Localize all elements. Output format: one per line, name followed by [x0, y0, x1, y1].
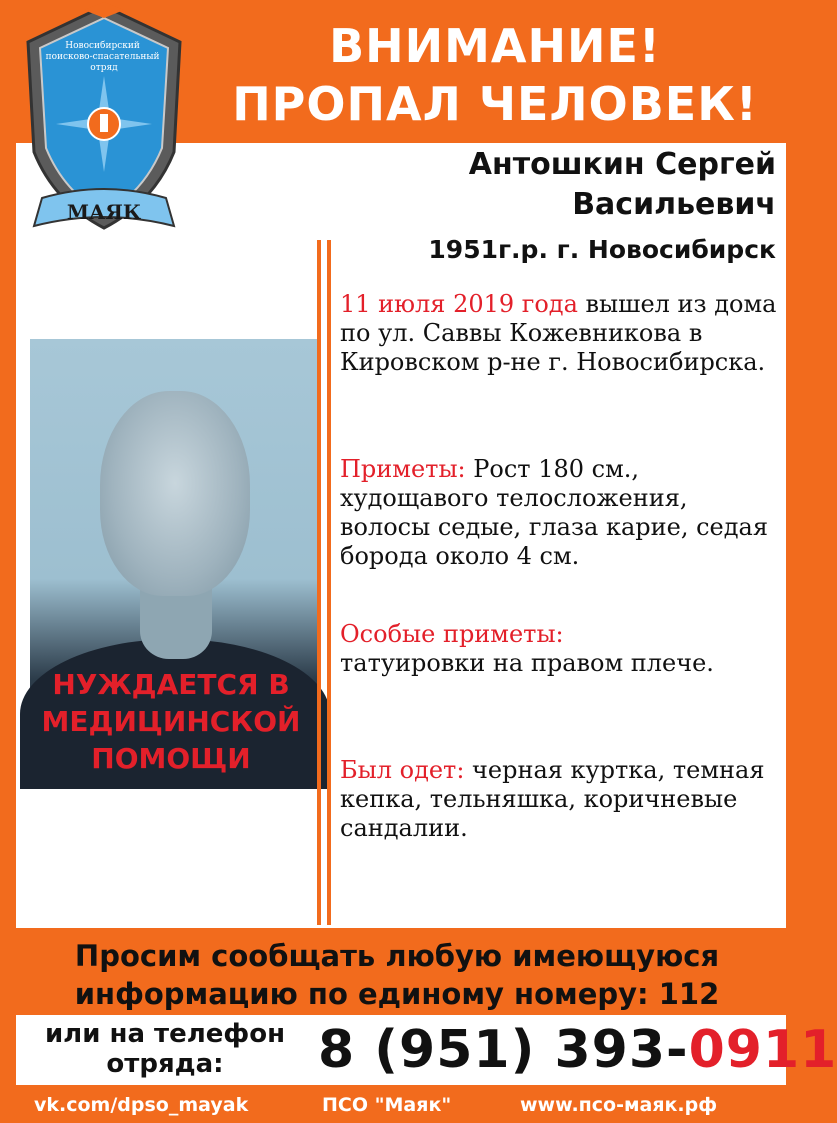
phone-number-end: 0911: [688, 1020, 837, 1080]
phone-label-line1: или на телефон: [44, 1019, 286, 1049]
medical-line2: МЕДИЦИНСКОЙ: [41, 705, 301, 738]
divider-stripe-left: [317, 240, 321, 925]
person-name-line1: Антошкин Сергей: [468, 147, 776, 182]
phone-label: [22, 1019, 308, 1079]
disappearance-date: 11 июля 2019 года: [340, 290, 578, 318]
clothes-text: черная куртка, темная кепка, тельняшка, коричневые сандалии.: [340, 756, 765, 842]
special-signs-label: Особые приметы:: [340, 620, 564, 648]
signs-text: Рост 180 см., худощавого телосложения, волосы седые, глаза карие, седая борода около 4 см.: [340, 455, 768, 570]
footer-vk-link[interactable]: vk.com/dpso_mayak: [34, 1094, 249, 1116]
logo-org-text: Новосибирский поисково-спасательный отряд: [45, 41, 160, 73]
phone-label-line2: отряда:: [106, 1049, 224, 1079]
appeal-line2: информацию по единому номеру: 112: [74, 977, 720, 1011]
attention-title: ВНИМАНИЕ!: [329, 19, 661, 73]
footer-site-link[interactable]: www.псо-маяк.рф: [520, 1094, 718, 1116]
medical-line3: ПОМОЩИ: [91, 742, 251, 775]
medical-line1: НУЖДАЕТСЯ В: [52, 668, 290, 701]
disappearance-paragraph: [340, 290, 785, 377]
logo-name-text: МАЯК: [66, 200, 142, 224]
signs-label: Приметы:: [340, 455, 466, 483]
special-signs-paragraph: [340, 620, 785, 678]
divider-stripe-right: [327, 240, 331, 925]
signs-paragraph: [340, 455, 785, 571]
phone-number[interactable]: [318, 1016, 837, 1084]
clothes-label: Был одет:: [340, 756, 465, 784]
disappearance-text: вышел из дома по ул. Саввы Кожевникова в Кировском р-не г. Новосибирска.: [340, 290, 777, 376]
special-signs-text: татуировки на правом плече.: [340, 649, 714, 677]
footer-org-name: ПСО "Маяк": [322, 1094, 452, 1116]
missing-person-title: ПРОПАЛ ЧЕЛОВЕК!: [232, 77, 758, 131]
person-name-line2: Васильевич: [572, 187, 776, 222]
medical-help-notice: [26, 666, 316, 777]
phone-number-main: 8 (951) 393-: [318, 1020, 689, 1080]
photo-face: [100, 391, 250, 596]
photo-neck: [140, 589, 212, 659]
person-birth-info: 1951г.р. г. Новосибирск: [428, 235, 776, 264]
appeal-line1: Просим сообщать любую имеющуюся: [74, 939, 720, 973]
mayak-logo: [14, 2, 194, 238]
clothes-paragraph: [340, 756, 785, 843]
